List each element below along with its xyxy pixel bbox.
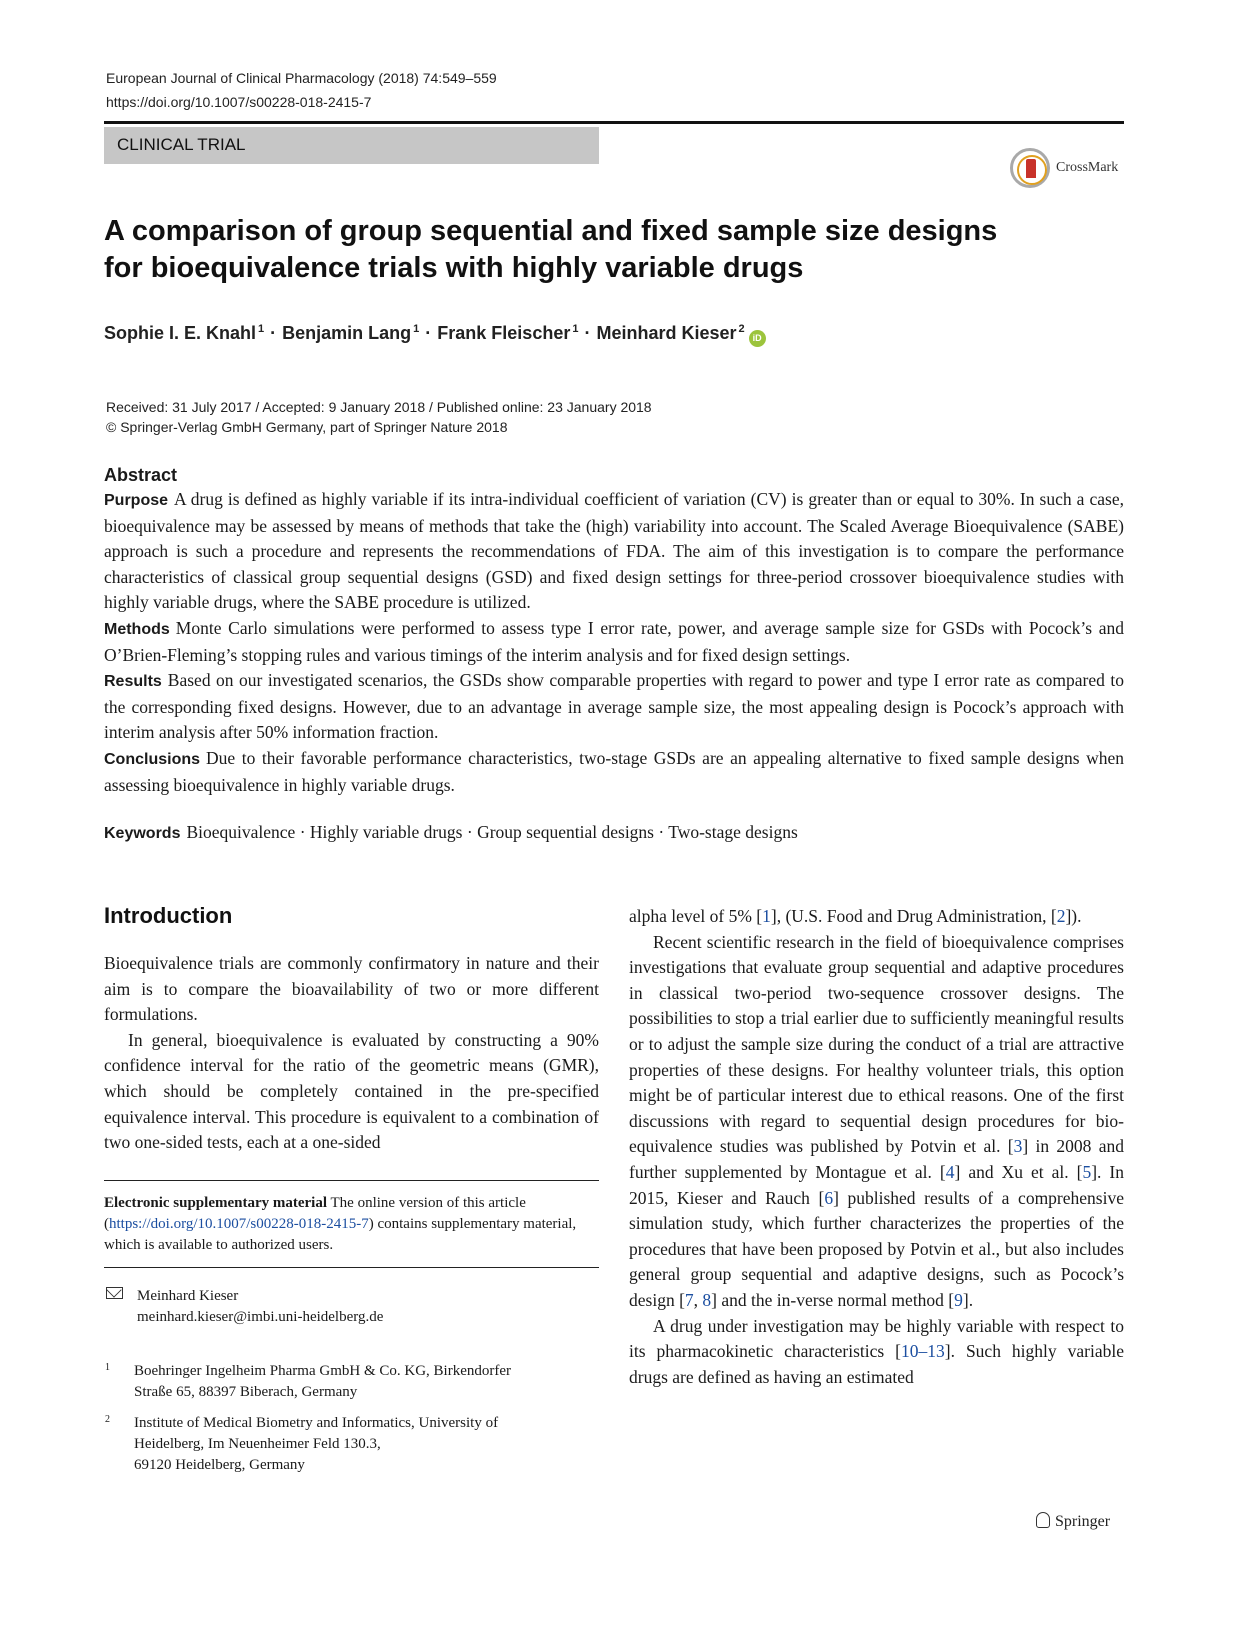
affiliation-line: Boehringer Ingelheim Pharma GmbH & Co. KG, Birkendorfer bbox=[134, 1363, 511, 1379]
text-run: , bbox=[693, 1289, 703, 1310]
text-run: ], (U.S. Food and Drug Administration, [ bbox=[770, 906, 1057, 926]
keywords bbox=[104, 822, 798, 843]
keywords-label: Keywords bbox=[104, 825, 181, 842]
body-paragraph: In general, bioequivalence is evaluated by constructing a 90% confidence interval for the ratio of the geometric means (GMR), which should be completely contained in the pre-specified equivalence interval. This procedure is equivalent to a combination of two one-sided tests, each at a one-sided bbox=[104, 1029, 599, 1153]
text-run: ]. In 2015, Kieser and Rauch [ bbox=[629, 1161, 1125, 1208]
author-name[interactable]: Benjamin Lang bbox=[282, 323, 412, 343]
abstract-purpose-label: Purpose bbox=[104, 492, 169, 509]
title-line-1: A comparison of group sequential and fixed sample size designs bbox=[104, 215, 998, 247]
article-history bbox=[106, 397, 652, 437]
doi-link[interactable]: https://doi.org/10.1007/s00228-018-2415-7 bbox=[106, 94, 372, 110]
abstract-results-label: Results bbox=[104, 673, 162, 691]
article-title bbox=[104, 213, 1004, 287]
text-run: ] and the in-verse normal method [ bbox=[711, 1289, 955, 1310]
footnote-rule bbox=[104, 1180, 599, 1181]
citation-link[interactable]: 2 bbox=[1056, 906, 1066, 926]
citation-link[interactable]: 3 bbox=[1013, 1136, 1023, 1157]
supplementary-label: Electronic supplementary material bbox=[104, 1195, 328, 1211]
abstract-purpose-text: A drug is defined as highly variable if its intra-individual coefficient of variation (CV) is greater than or equal to 30%. In such a case, bioequivalence may be assessed by means of methods that take the (high) variability into account. The Scaled Average Bioequivalence (SABE) approach is such a procedure and represents the recommendations of FDA. The aim of this investigation is to compare the performance characteristics of classical group sequential designs (GSD) and fixed design settings for three-period crossover bioequivalence studies with highly variable drugs, where the SABE procedure is utilized. bbox=[104, 489, 1124, 613]
affiliation-line: 69120 Heidelberg, Germany bbox=[134, 1457, 305, 1473]
body-paragraph bbox=[629, 930, 1124, 1314]
journal-citation bbox=[106, 66, 497, 114]
author-list bbox=[104, 323, 766, 347]
supplementary-text: ) contains supplementary material, which is available to authorized users. bbox=[104, 1216, 577, 1253]
publisher-name: Springer bbox=[1055, 1513, 1111, 1530]
copyright-symbol: © bbox=[106, 419, 117, 435]
footnote-rule bbox=[104, 1267, 599, 1268]
abstract-conclusions-text: Due to their favorable performance characteristics, two-stage GSDs are an appealing alternative to fixed sample designs when assessing bioequivalence in highly variable drugs. bbox=[104, 747, 1124, 795]
crossmark-badge[interactable] bbox=[1010, 148, 1128, 194]
abstract bbox=[104, 465, 1124, 798]
copyright-text: Springer-Verlag GmbH Germany, part of Springer Nature 2018 bbox=[120, 419, 508, 435]
body-paragraph: Bioequivalence trials are commonly confirmatory in nature and their aim is to compare the bioavailability of two or more different formulations. bbox=[104, 953, 599, 1025]
author-affiliation-mark: 2 bbox=[738, 323, 745, 335]
citation-link[interactable]: 8 bbox=[702, 1289, 712, 1310]
corresponding-author bbox=[104, 1286, 599, 1328]
citation-link[interactable]: 1 bbox=[762, 906, 771, 926]
body-paragraph bbox=[629, 904, 1124, 930]
section-heading-introduction: Introduction bbox=[104, 903, 233, 928]
author-affiliation-mark: 1 bbox=[258, 323, 265, 335]
orcid-icon[interactable]: iD bbox=[749, 330, 766, 347]
text-run: ]). bbox=[1065, 906, 1082, 926]
abstract-conclusions-label: Conclusions bbox=[104, 750, 201, 768]
correspondence-name: Meinhard Kieser bbox=[137, 1288, 239, 1304]
copyright-line bbox=[106, 417, 652, 437]
abstract-methods-label: Methods bbox=[104, 620, 170, 638]
crossmark-label: CrossMark bbox=[1056, 160, 1119, 175]
abstract-methods bbox=[104, 616, 1124, 668]
affiliation bbox=[104, 1361, 599, 1403]
affiliation bbox=[104, 1413, 599, 1476]
correspondence-email[interactable]: meinhard.kieser@imbi.uni-heidelberg.de bbox=[137, 1309, 384, 1325]
section-label-text: CLINICAL TRIAL bbox=[117, 135, 246, 154]
author-name[interactable]: Meinhard Kieser bbox=[596, 323, 737, 343]
author-separator: · bbox=[270, 323, 277, 343]
affiliation-line: Heidelberg, Im Neuenheimer Feld 130.3, bbox=[134, 1436, 381, 1452]
body-paragraph bbox=[629, 1314, 1124, 1391]
affiliation-line: Straße 65, 88397 Biberach, Germany bbox=[134, 1384, 358, 1400]
citation-link[interactable]: 4 bbox=[945, 1161, 955, 1182]
abstract-results-text: Based on our investigated scenarios, the GSDs show comparable properties with regard to power and type I error rate as compared to the corresponding fixed designs. However, due to an advantage in average sample size, the most appealing design is Pocock’s approach with interim analysis after 50% information fraction. bbox=[104, 670, 1124, 743]
affiliation-line: Institute of Medical Biometry and Informatics, University of bbox=[134, 1415, 499, 1431]
citation-link[interactable]: 7 bbox=[684, 1289, 694, 1310]
citation-link[interactable]: 9 bbox=[954, 1289, 963, 1310]
publisher-logo bbox=[1036, 1512, 1110, 1531]
body-left-column bbox=[104, 951, 599, 1156]
supplementary-link[interactable]: https://doi.org/10.1007/s00228-018-2415-7 bbox=[109, 1216, 369, 1232]
supplementary-text: The online version of this article ( bbox=[104, 1195, 526, 1232]
header-rule bbox=[104, 121, 1124, 124]
abstract-methods-text: Monte Carlo simulations were performed to assess type I error rate, power, and average sample size for GSDs with Pocock’s and O’Brien-Fleming’s stopping rules and various timings of the interim analysis and for fixed design settings. bbox=[104, 617, 1124, 665]
abstract-heading: Abstract bbox=[104, 465, 178, 485]
text-run: alpha level of 5% [ bbox=[629, 906, 763, 926]
keywords-text: Bioequivalence · Highly variable drugs · Group sequential designs · Two-stage designs bbox=[186, 822, 798, 842]
citation-link[interactable]: 10–13 bbox=[901, 1341, 945, 1362]
author-separator: · bbox=[584, 323, 591, 343]
author-name[interactable]: Frank Fleischer bbox=[437, 323, 571, 343]
body-right-column bbox=[629, 904, 1124, 1390]
abstract-conclusions bbox=[104, 746, 1124, 798]
supplementary-note bbox=[104, 1193, 599, 1256]
text-run: ] and Xu et al. [ bbox=[954, 1161, 1083, 1182]
abstract-results bbox=[104, 668, 1124, 746]
section-label bbox=[104, 127, 599, 164]
abstract-purpose bbox=[104, 487, 1124, 616]
text-run: Recent scientific research in the field of bioequivalence comprises investigations that evaluate group sequential and adaptive procedures in classical two-period two-sequence crossover designs. The possibilities to stop a trial earlier due to sufficiently meaningful results or to adjust the sample size during the conduct of a trial are attractive properties of these designs. For healthy volunteer trials, this option might be of particular interest due to ethical reasons. One of the first discussions with regard to sequential design procedures for bio-equivalence studies was published by Potvin et al. [ bbox=[629, 931, 1124, 1157]
text-run: A drug under investigation may be highly variable with respect to its pharmacokinetic characteristics [ bbox=[629, 1315, 1124, 1362]
springer-horse-icon bbox=[1036, 1512, 1050, 1528]
author-separator: · bbox=[425, 323, 432, 343]
affiliation-number: 2 bbox=[105, 1414, 110, 1425]
title-line-2: for bioequivalence trials with highly variable drugs bbox=[104, 252, 804, 284]
text-run: ]. Such highly variable drugs are defined as having an estimated bbox=[629, 1341, 1124, 1387]
journal-line: European Journal of Clinical Pharmacology (2018) 74:549–559 bbox=[106, 70, 497, 86]
citation-link[interactable]: 5 bbox=[1082, 1161, 1092, 1182]
text-run: ] published results of a comprehensive simulation study, which further characterizes the properties of the procedures that have been proposed by Potvin et al., but also includes general group sequential and adaptive designs, such as Pocock’s design [ bbox=[629, 1187, 1124, 1310]
text-run: ] in 2008 and further supplemented by Montague et al. [ bbox=[629, 1136, 1124, 1182]
crossmark-icon[interactable] bbox=[1010, 148, 1050, 188]
author-name[interactable]: Sophie I. E. Knahl bbox=[104, 323, 257, 343]
history-dates: Received: 31 July 2017 / Accepted: 9 January 2018 / Published online: 23 January 2018 bbox=[106, 399, 652, 415]
text-run: ]. bbox=[962, 1289, 974, 1310]
citation-link[interactable]: 6 bbox=[824, 1187, 834, 1208]
author-affiliation-mark: 1 bbox=[572, 323, 579, 335]
author-affiliation-mark: 1 bbox=[413, 323, 420, 335]
envelope-icon[interactable] bbox=[106, 1287, 123, 1299]
affiliation-number: 1 bbox=[105, 1362, 110, 1373]
